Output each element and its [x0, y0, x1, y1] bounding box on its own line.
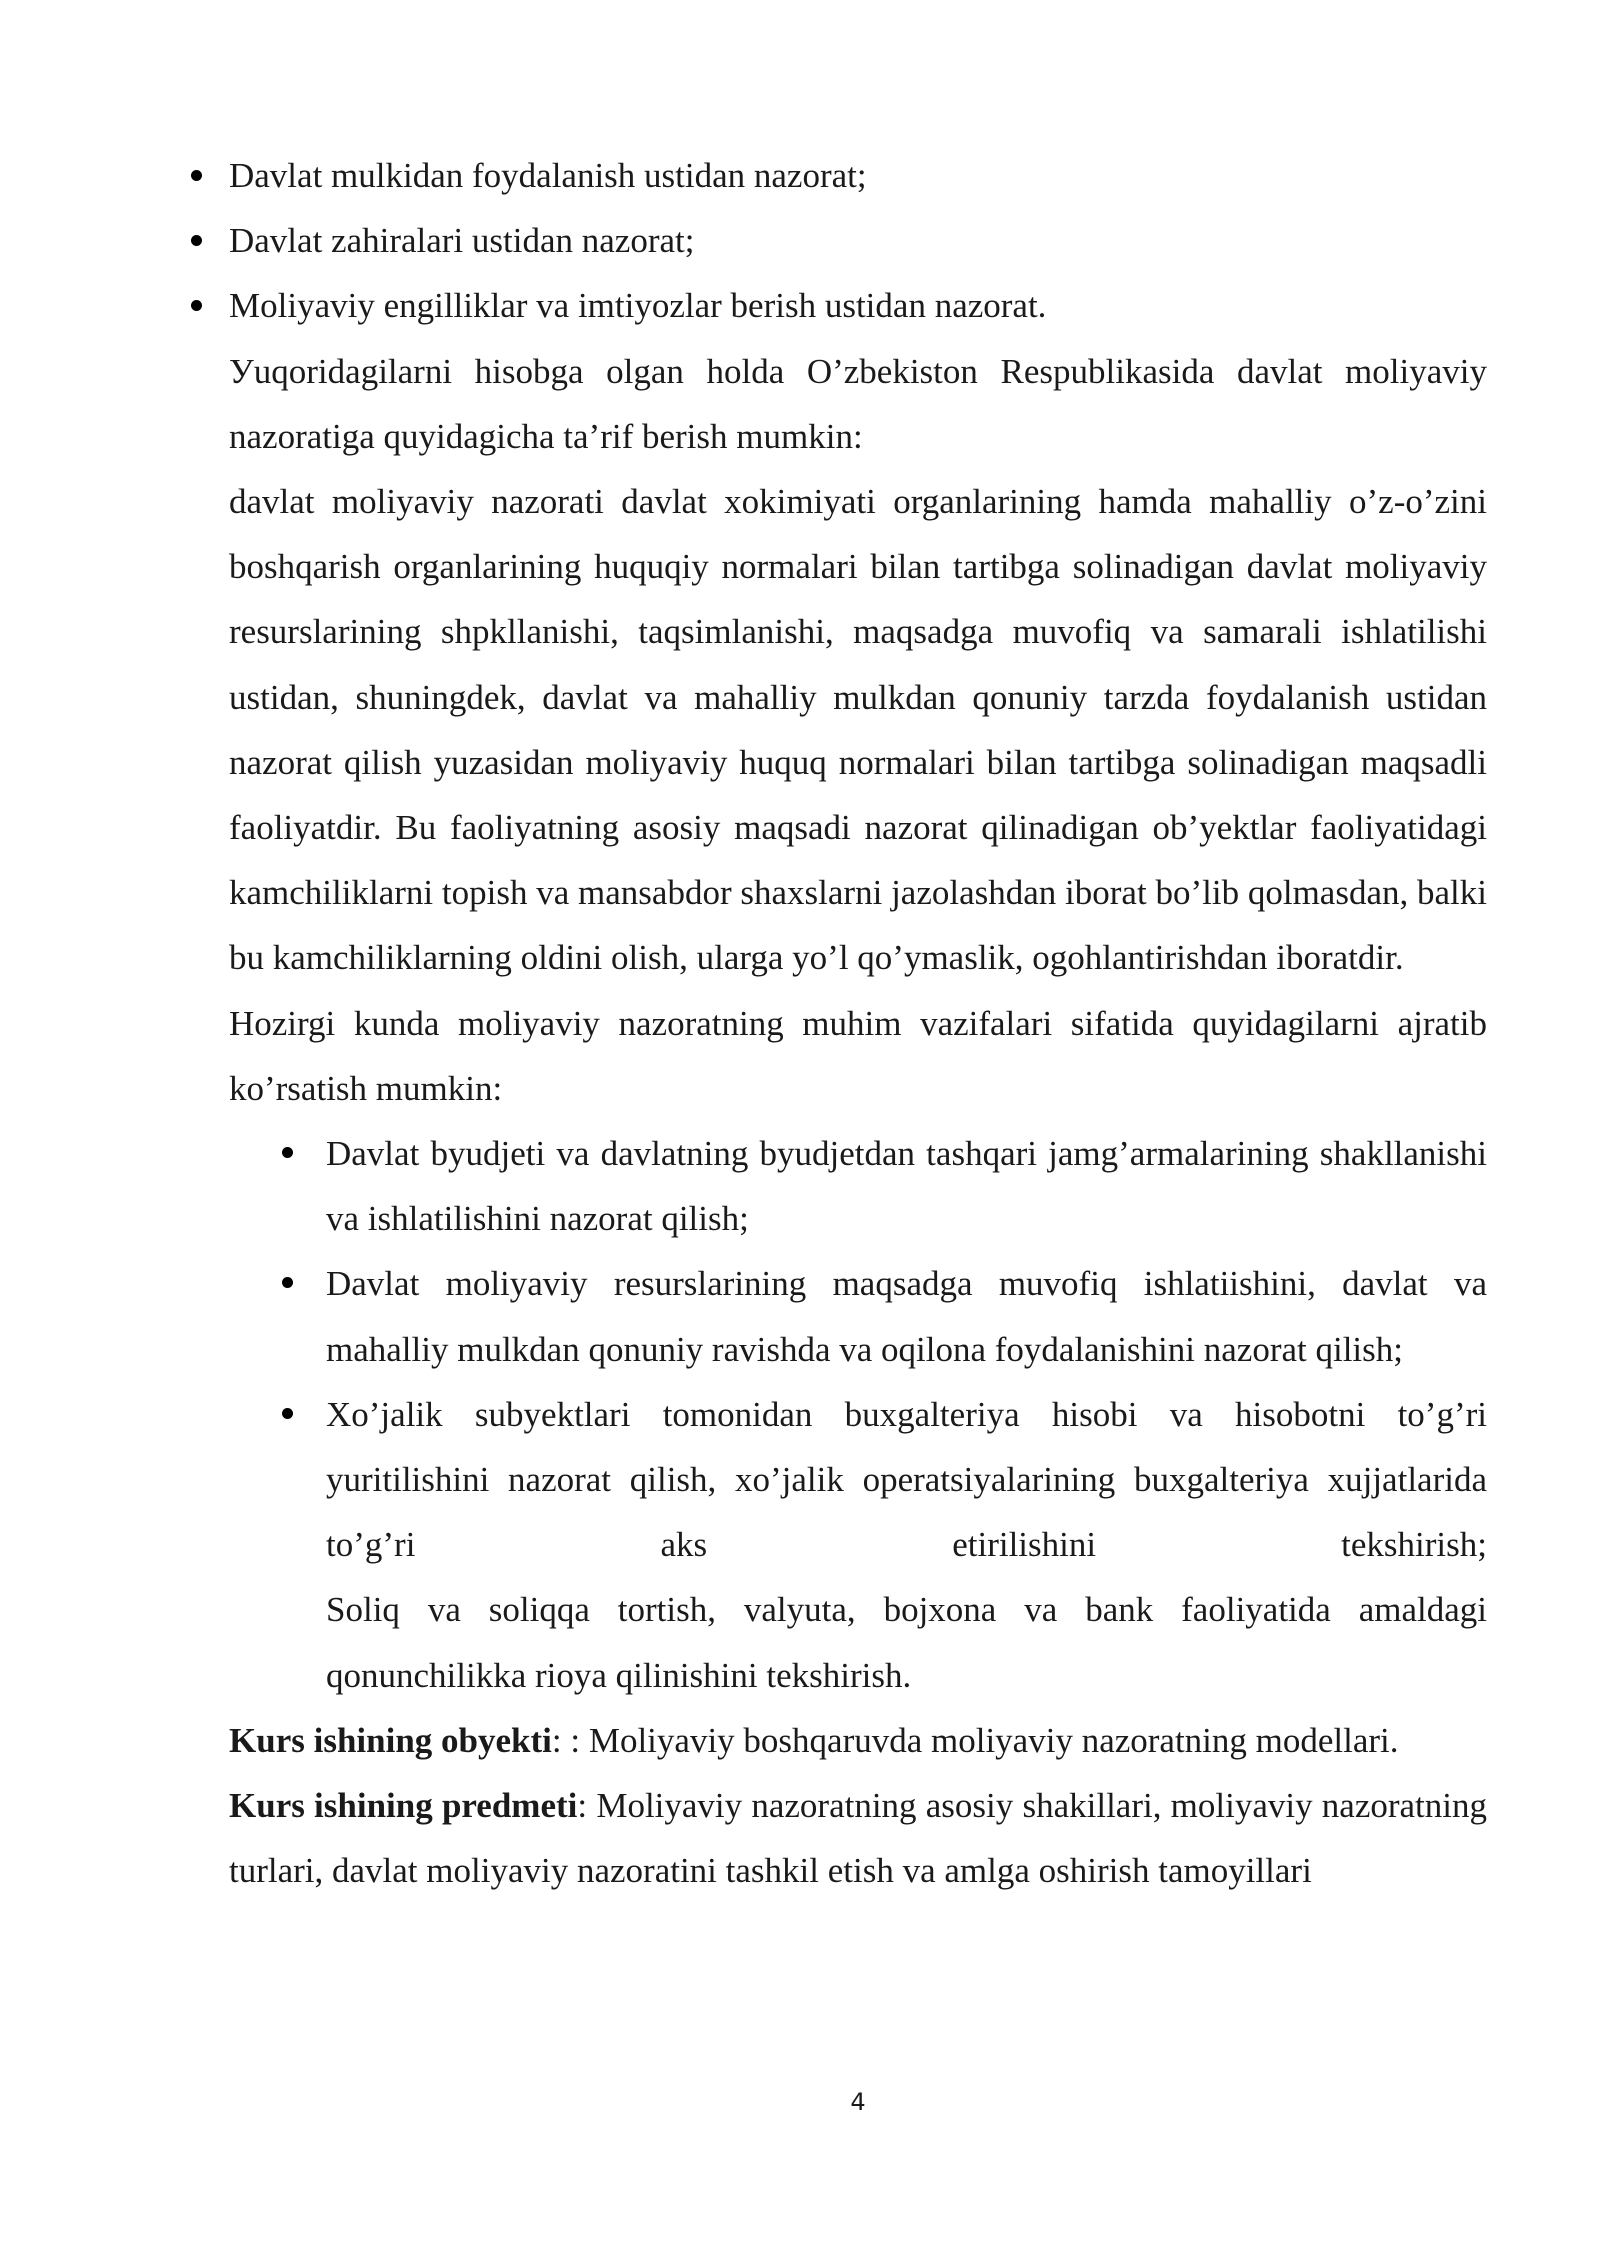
bullet-icon	[282, 1147, 293, 1158]
page-content	[229, 143, 1487, 1903]
subject-paragraph	[229, 1773, 1487, 1903]
subject-text: : Moliyaviy nazoratning asosiy shakillari, moliyaviy nazoratning turlari, davlat moliyaviy nazoratini tashkil etish va amlga oshirish tamoyillari	[229, 1786, 1487, 1891]
page-number: 4	[850, 2088, 866, 2116]
tasks-extra-text: Soliq va soliqqa tortish, valyuta, bojxona va bank faoliyatida amaldagi qonunchilikka rioya qilinishini tekshirish.	[326, 1590, 1487, 1695]
object-paragraph	[229, 1708, 1487, 1773]
intro-paragraph: Уuqoridagilarni hisobga olgan holda O’zbekiston Respublikasida davlat moliyaviy nazoratiga quyidagicha ta’rif berish mumkin:	[229, 351, 1487, 456]
tasks-paragraph: Hozirgi kunda moliyaviy nazoratning muhim vazifalari sifatida quyidagilarni ajratib ko’rsatish mumkin:	[229, 1003, 1487, 1108]
list-item	[229, 273, 1487, 338]
bullet-icon	[191, 170, 202, 181]
tasks-bullet-list	[229, 1121, 1487, 1577]
object-text: : : Moliyaviy boshqaruvda moliyaviy nazoratning modellari.	[551, 1720, 1399, 1760]
list-item	[326, 1251, 1487, 1381]
subject-label: Kurs ishining predmeti	[229, 1786, 578, 1826]
list-item-text: Xo’jalik subyektlari tomonidan buxgalteriya hisobi va hisobotni to’g’ri yuritilishini nazorat qilish, xo’jalik operatsiyalarining buxgalteriya xujjatlarida to’g’ri aks etirilishini tekshirish;	[326, 1394, 1487, 1565]
top-bullet-list	[229, 143, 1487, 339]
definition-paragraph: davlat moliyaviy nazorati davlat xokimiyati organlarining hamda mahalliy o’z-o’zini boshqarish organlarining huquqiy normalari bilan tartibga solinadigan davlat moliyaviy resurslarining shpkllanishi, taqsimlanishi, maqsadga muvofiq va samarali ishlatilishi ustidan, shuningdek, davlat va mahalliy mulkdan qonuniy tarzda foydalanish ustidan nazorat qilish yuzasidan moliyaviy huquq normalari bilan tartibga solinadigan maqsadli faoliyatdir. Bu faoliyatning asosiy maqsadi nazorat qilinadigan ob’yektlar faoliyatidagi kamchiliklarni topish va mansabdor shaxslarni jazolashdan iborat bo’lib qolmasdan, balki bu kamchiliklarning oldini olish, ularga yo’l qo’ymaslik, ogohlantirishdan iboratdir.	[229, 482, 1487, 978]
bullet-icon	[191, 235, 202, 246]
list-item	[229, 143, 1487, 208]
bullet-icon	[282, 1408, 293, 1419]
bullet-icon	[191, 300, 202, 311]
object-label: Kurs ishining obyekti	[229, 1720, 552, 1760]
list-item	[229, 208, 1487, 273]
list-item-text: Davlat zahiralari ustidan nazorat;	[229, 221, 695, 261]
list-item-text: Moliyaviy engilliklar va imtiyozlar berish ustidan nazorat.	[229, 286, 1047, 326]
bullet-icon	[282, 1277, 293, 1288]
list-item-text: Davlat byudjeti va davlatning byudjetdan tashqari jamg’armalarining shakllanishi va ishlatilishini nazorat qilish;	[326, 1134, 1487, 1239]
list-item	[326, 1121, 1487, 1251]
list-item-text: Davlat moliyaviy resurslarining maqsadga muvofiq ishlatiishini, davlat va mahalliy mulkdan qonuniy ravishda va oqilona foydalanishini nazorat qilish;	[326, 1264, 1487, 1369]
list-item-text: Davlat mulkidan foydalanish ustidan nazorat;	[229, 156, 867, 195]
list-item	[326, 1382, 1487, 1578]
